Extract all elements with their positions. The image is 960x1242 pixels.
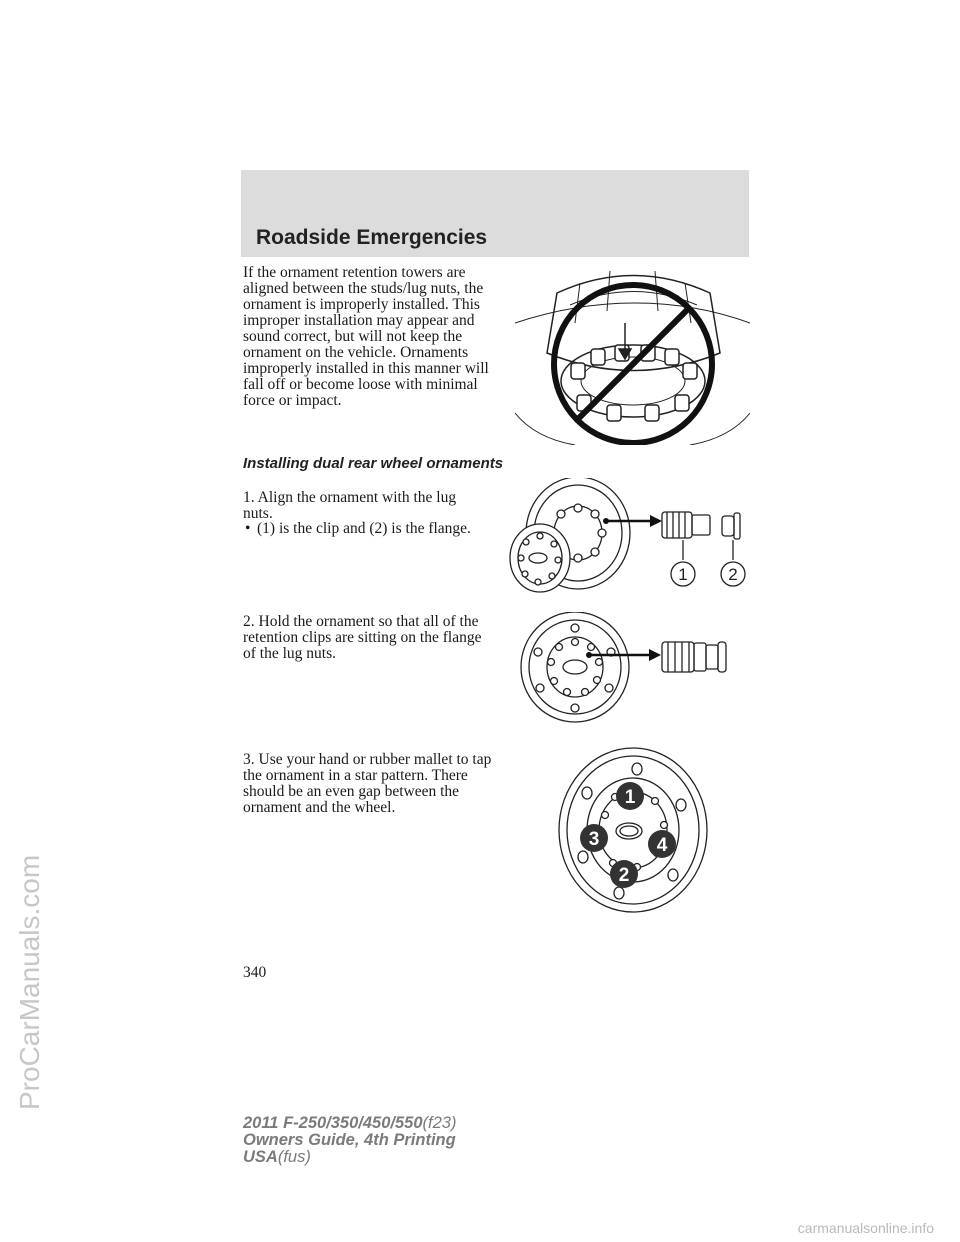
step-1-marker: 1 [624, 787, 636, 808]
footer-market: USA [243, 1148, 278, 1166]
step-1-text: 1. Align the ornament with the lug nuts. [243, 489, 457, 522]
star-pattern-figure [555, 745, 715, 915]
callout-2-label: 2 [728, 565, 738, 584]
intro-paragraph: If the ornament retention towers are aligned between the studs/lug nuts, the ornament is improperly installed. This improper installation may appear and sound correct, but will not keep the ornament on the vehicle. Ornaments improperly installed in this manner will fall off or become loose with minimal force or impact. [243, 264, 489, 409]
retention-clips-figure [515, 612, 760, 724]
step-2-marker: 2 [618, 865, 630, 886]
footer-model-code: (f23) [422, 1114, 457, 1132]
step-3-text: 3. Use your hand or rubber mallet to tap the ornament in a star pattern. There should be an even gap between the ornament and the wheel. [243, 751, 492, 816]
footer-imprint [243, 1115, 456, 1166]
bullet-symbol: • [245, 520, 251, 537]
footer-model: 2011 F-250/350/450/550 [243, 1114, 423, 1132]
improper-installation-figure [515, 263, 750, 445]
step-3-marker: 3 [588, 829, 600, 850]
bottom-watermark: carmanualsonline.info [797, 1220, 934, 1236]
bullet-text: (1) is the clip and (2) is the flange. [257, 520, 471, 537]
page-number: 340 [243, 964, 267, 981]
footer-edition: Owners Guide, 4th Printing [243, 1131, 456, 1149]
side-watermark: ProCarManuals.com [14, 854, 45, 1110]
footer-market-code: (fus) [277, 1148, 311, 1166]
step-4-marker: 4 [656, 835, 668, 856]
subheading: Installing dual rear wheel ornaments [243, 455, 504, 472]
section-title: Roadside Emergencies [256, 226, 488, 249]
align-ornament-figure [500, 478, 760, 603]
callout-1-label: 1 [678, 565, 688, 584]
step-2-text: 2. Hold the ornament so that all of the retention clips are sitting on the flange of the lug nuts. [243, 613, 482, 662]
